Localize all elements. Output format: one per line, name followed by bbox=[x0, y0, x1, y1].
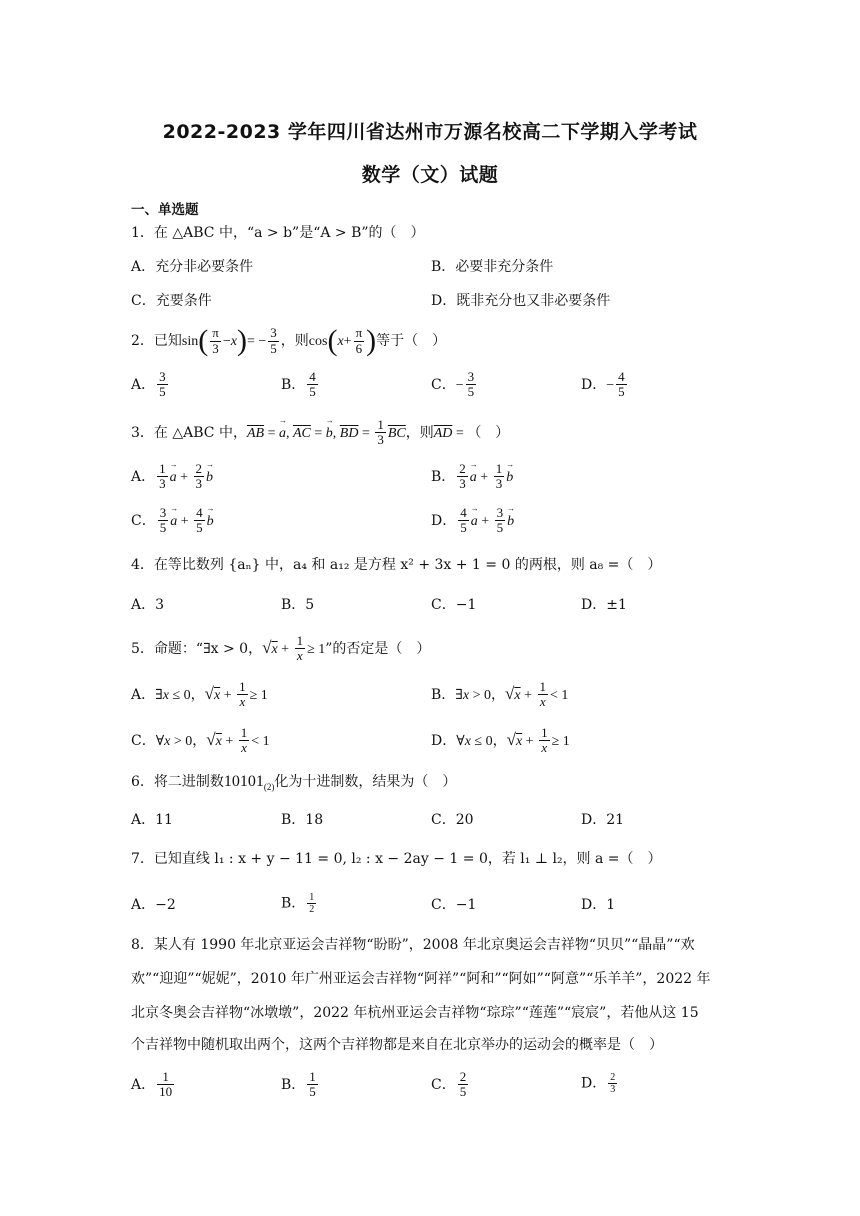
q2-d-num: 4 bbox=[618, 369, 625, 384]
q5-option-c: C．∀x > 0，√x + $\frac{1}{x}$ < 1 bbox=[131, 725, 270, 756]
q6-number: 10101 bbox=[223, 773, 264, 790]
q4-option-b: B．5 bbox=[281, 597, 315, 613]
q2-option-b: B． $\frac{4}{5}$ bbox=[281, 369, 316, 400]
q5-suffix: ”的否定是（ ） bbox=[325, 640, 431, 657]
q2-option-d: D．− $\frac{4}{5}$ bbox=[581, 369, 625, 400]
q5-option-a: A．∃x ≤ 0，√x + $\frac{1}{x}$ ≥ 1 bbox=[131, 679, 268, 710]
q2-option-a: A． $\frac{3}{5}$ bbox=[131, 369, 166, 400]
q7-option-a: A．−2 bbox=[131, 897, 176, 913]
question-8-line-2: 欢”“迎迎”“妮妮”，2010 年广州亚运会吉祥物“阿祥”“阿和”“阿如”“阿意”“乐羊羊”，2022 年 bbox=[131, 971, 711, 987]
q6-option-a: A．11 bbox=[131, 812, 173, 828]
q2-mid: ，则 bbox=[280, 333, 309, 349]
q4-option-c: C．−1 bbox=[431, 597, 477, 613]
question-2-stem: 2．已知sin( $\frac{\pi}{3}$ −x)= − $\frac{3}{5}$ ，则cos(x+ $\frac{\pi}{6}$ )等于（ ） bbox=[131, 324, 447, 357]
q2-d-den: 5 bbox=[618, 384, 625, 400]
exam-subtitle: 数学（文）试题 bbox=[361, 164, 499, 186]
q3-option-c: C． $\frac{3}{5}$ a → + $\frac{4}{5}$ b → bbox=[131, 506, 214, 536]
section-heading: 一、单选题 bbox=[131, 202, 199, 218]
q7-option-c: C．−1 bbox=[431, 897, 477, 913]
question-8-line-3: 北京冬奥会吉祥物“冰墩墩”，2022 年杭州亚运会吉祥物“琮琮”“莲莲”“宸宸”，若他从这 15 bbox=[131, 1005, 699, 1021]
question-7-stem: 7．已知直线 l₁ : x + y − 11 = 0, l₂ : x − 2ay − 1 = 0，若 l₁ ⊥ l₂，则 a =（ ） bbox=[131, 851, 662, 867]
q5-option-b: B．∃x > 0，√x + $\frac{1}{x}$ < 1 bbox=[431, 679, 569, 710]
q3-option-a: A． $\frac{1}{3}$ a → + $\frac{2}{3}$ b → bbox=[131, 462, 213, 492]
q2-a-num: 3 bbox=[159, 369, 166, 384]
q7-option-b: B． $\frac{1}{2}$ bbox=[281, 892, 315, 915]
q6-option-b: B．18 bbox=[281, 812, 324, 828]
q2-suffix: 等于（ ） bbox=[376, 333, 447, 349]
q6-option-c: C．20 bbox=[431, 812, 474, 828]
q8-option-b: B． $\frac{1}{5}$ bbox=[281, 1069, 316, 1100]
question-3-stem: 3．在 △ABC 中，$\overline{AB} = a$ →, $\overline{AC} = b$ →, $\overline{BD}$ = $\frac{1}{3}$ $\overline{BC}$，则$\overline{AD}$ = （ ） bbox=[131, 418, 509, 448]
q6-option-d: D．21 bbox=[581, 812, 625, 828]
q4-option-a: A．3 bbox=[131, 597, 165, 613]
q6-suffix: 化为十进制数，结果为（ ） bbox=[274, 774, 457, 790]
q3-option-b: B． $\frac{2}{3}$ a → + $\frac{1}{3}$ b → bbox=[431, 462, 513, 492]
exam-title: 2022-2023 学年四川省达州市万源名校高二下学期入学考试 bbox=[162, 121, 698, 143]
q6-prefix: 6．将二进制数 bbox=[131, 774, 224, 790]
question-1-stem: 1．在 △ABC 中，“a > b”是“A > B”的（ ） bbox=[131, 225, 425, 241]
q2-c-num: 3 bbox=[467, 369, 475, 384]
q1-option-a: A．充分非必要条件 bbox=[131, 259, 254, 275]
q2-option-c: C．− $\frac{3}{5}$ bbox=[431, 369, 475, 400]
question-6-stem bbox=[131, 774, 456, 792]
question-4-stem: 4．在等比数列 {aₙ} 中，a₄ 和 a₁₂ 是方程 x² + 3x + 1 = 0 的两根，则 a₈ =（ ） bbox=[131, 557, 662, 573]
q3-prefix: 3．在 △ABC 中， bbox=[131, 424, 247, 441]
q1-option-c: C．充要条件 bbox=[131, 293, 212, 309]
q8-option-d: D． $\frac{2}{3}$ bbox=[581, 1072, 616, 1095]
q2-c-den: 5 bbox=[467, 384, 475, 400]
q4-option-d: D．±1 bbox=[581, 597, 627, 613]
q1-option-d: D．既非充分也又非必要条件 bbox=[431, 293, 611, 309]
question-8-line-4: 个吉祥物中随机取出两个，这两个吉祥物都是来自在北京举办的运动会的概率是（ ） bbox=[131, 1037, 663, 1053]
q8-option-c: C． $\frac{2}{5}$ bbox=[431, 1069, 467, 1100]
q2-b-den: 5 bbox=[309, 384, 316, 400]
q2-prefix: 2．已知 bbox=[131, 333, 182, 349]
question-8-line-1: 8．某人有 1990 年北京亚运会吉祥物“盼盼”，2008 年北京奥运会吉祥物“贝贝”“晶晶”“欢 bbox=[131, 937, 695, 953]
q3-option-d: D． $\frac{4}{5}$ a → + $\frac{3}{5}$ b → bbox=[431, 506, 514, 536]
q2-a-den: 5 bbox=[159, 384, 166, 400]
q5-prefix: 5．命题：“∃x > 0， bbox=[131, 640, 263, 657]
q5-option-d: D．∀x ≤ 0，√x + $\frac{1}{x}$ ≥ 1 bbox=[431, 725, 570, 756]
q3-suffix: ，则 bbox=[405, 424, 434, 441]
q7-option-d: D．1 bbox=[581, 897, 616, 913]
q6-base: (2) bbox=[263, 781, 275, 792]
q1-option-b: B．必要非充分条件 bbox=[431, 259, 554, 275]
question-5-stem: 5．命题：“∃x > 0，√x + $\frac{1}{x}$ ≥ 1”的否定是（ ） bbox=[131, 633, 431, 664]
q3-end: （ ） bbox=[467, 424, 510, 441]
q8-option-a: A． $\frac{1}{10}$ bbox=[131, 1069, 173, 1100]
q2-b-num: 4 bbox=[309, 369, 316, 384]
